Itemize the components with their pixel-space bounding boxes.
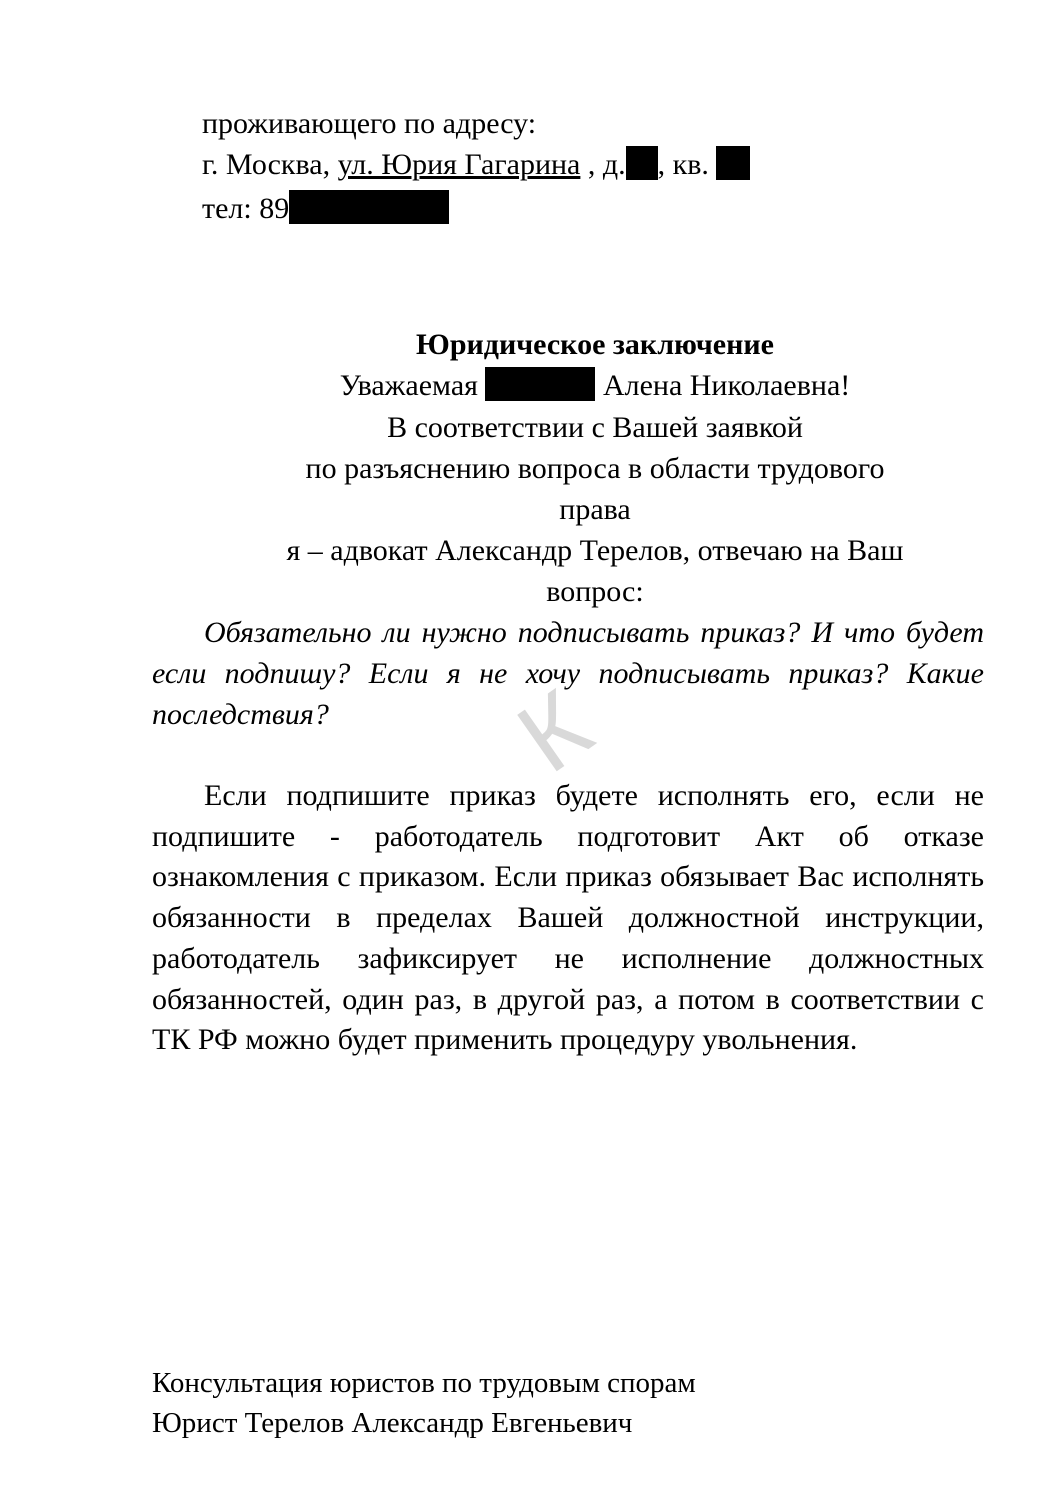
- intro-line-1: В соответствии с Вашей заявкой: [387, 411, 803, 444]
- street-name: ул. Юрия Гагарина: [337, 148, 581, 181]
- document-title: Юридическое заключение: [416, 328, 774, 361]
- salutation-start: Уважаемая: [339, 369, 478, 402]
- address-prefix: г. Москва,: [202, 148, 338, 181]
- redacted-phone-number: [289, 190, 449, 224]
- intro-line-2: по разъяснению вопроса в области трудового: [305, 452, 885, 485]
- phone-line: [202, 189, 449, 229]
- client-question: Обязательно ли нужно подписывать приказ? И что будет если подпишу? Если я не хочу подписывать приказ? Какие последствия?: [152, 616, 984, 731]
- lawyer-answer: Если подпишите приказ будете исполнять его, если не подпишите - работодатель подготовит Акт об отказе ознакомления с приказом. Если приказ обязывает Вас исполнять обязанности в пределах Вашей должностной инструкции, работодатель зафиксирует не исполнение должностных обязанностей, один раз, в другой раз, а потом в соответствии с ТК РФ можно будет применить процедуру увольнения.: [152, 779, 984, 1057]
- redacted-house-number: [626, 146, 658, 180]
- phone-prefix: тел: 89: [202, 192, 290, 225]
- apartment-label: , кв.: [657, 148, 709, 181]
- address-label: проживающего по адресу:: [202, 107, 537, 140]
- intro-line-3: права: [559, 493, 631, 526]
- footer-consultation: Консультация юристов по трудовым спорам: [152, 1367, 696, 1399]
- redacted-apartment-number: [716, 146, 750, 180]
- salutation: [150, 366, 1040, 406]
- address-line: [202, 145, 750, 185]
- footer-lawyer-name: Юрист Терелов Александр Евгеньевич: [152, 1407, 633, 1439]
- intro-line-5: вопрос:: [546, 575, 644, 608]
- watermark-letter: К: [498, 668, 611, 794]
- house-label: , д.: [580, 148, 626, 181]
- redacted-surname: [485, 367, 595, 401]
- salutation-end: Алена Николаевна!: [602, 369, 851, 402]
- intro-line-4: я – адвокат Александр Терелов, отвечаю на Ваш: [286, 534, 904, 567]
